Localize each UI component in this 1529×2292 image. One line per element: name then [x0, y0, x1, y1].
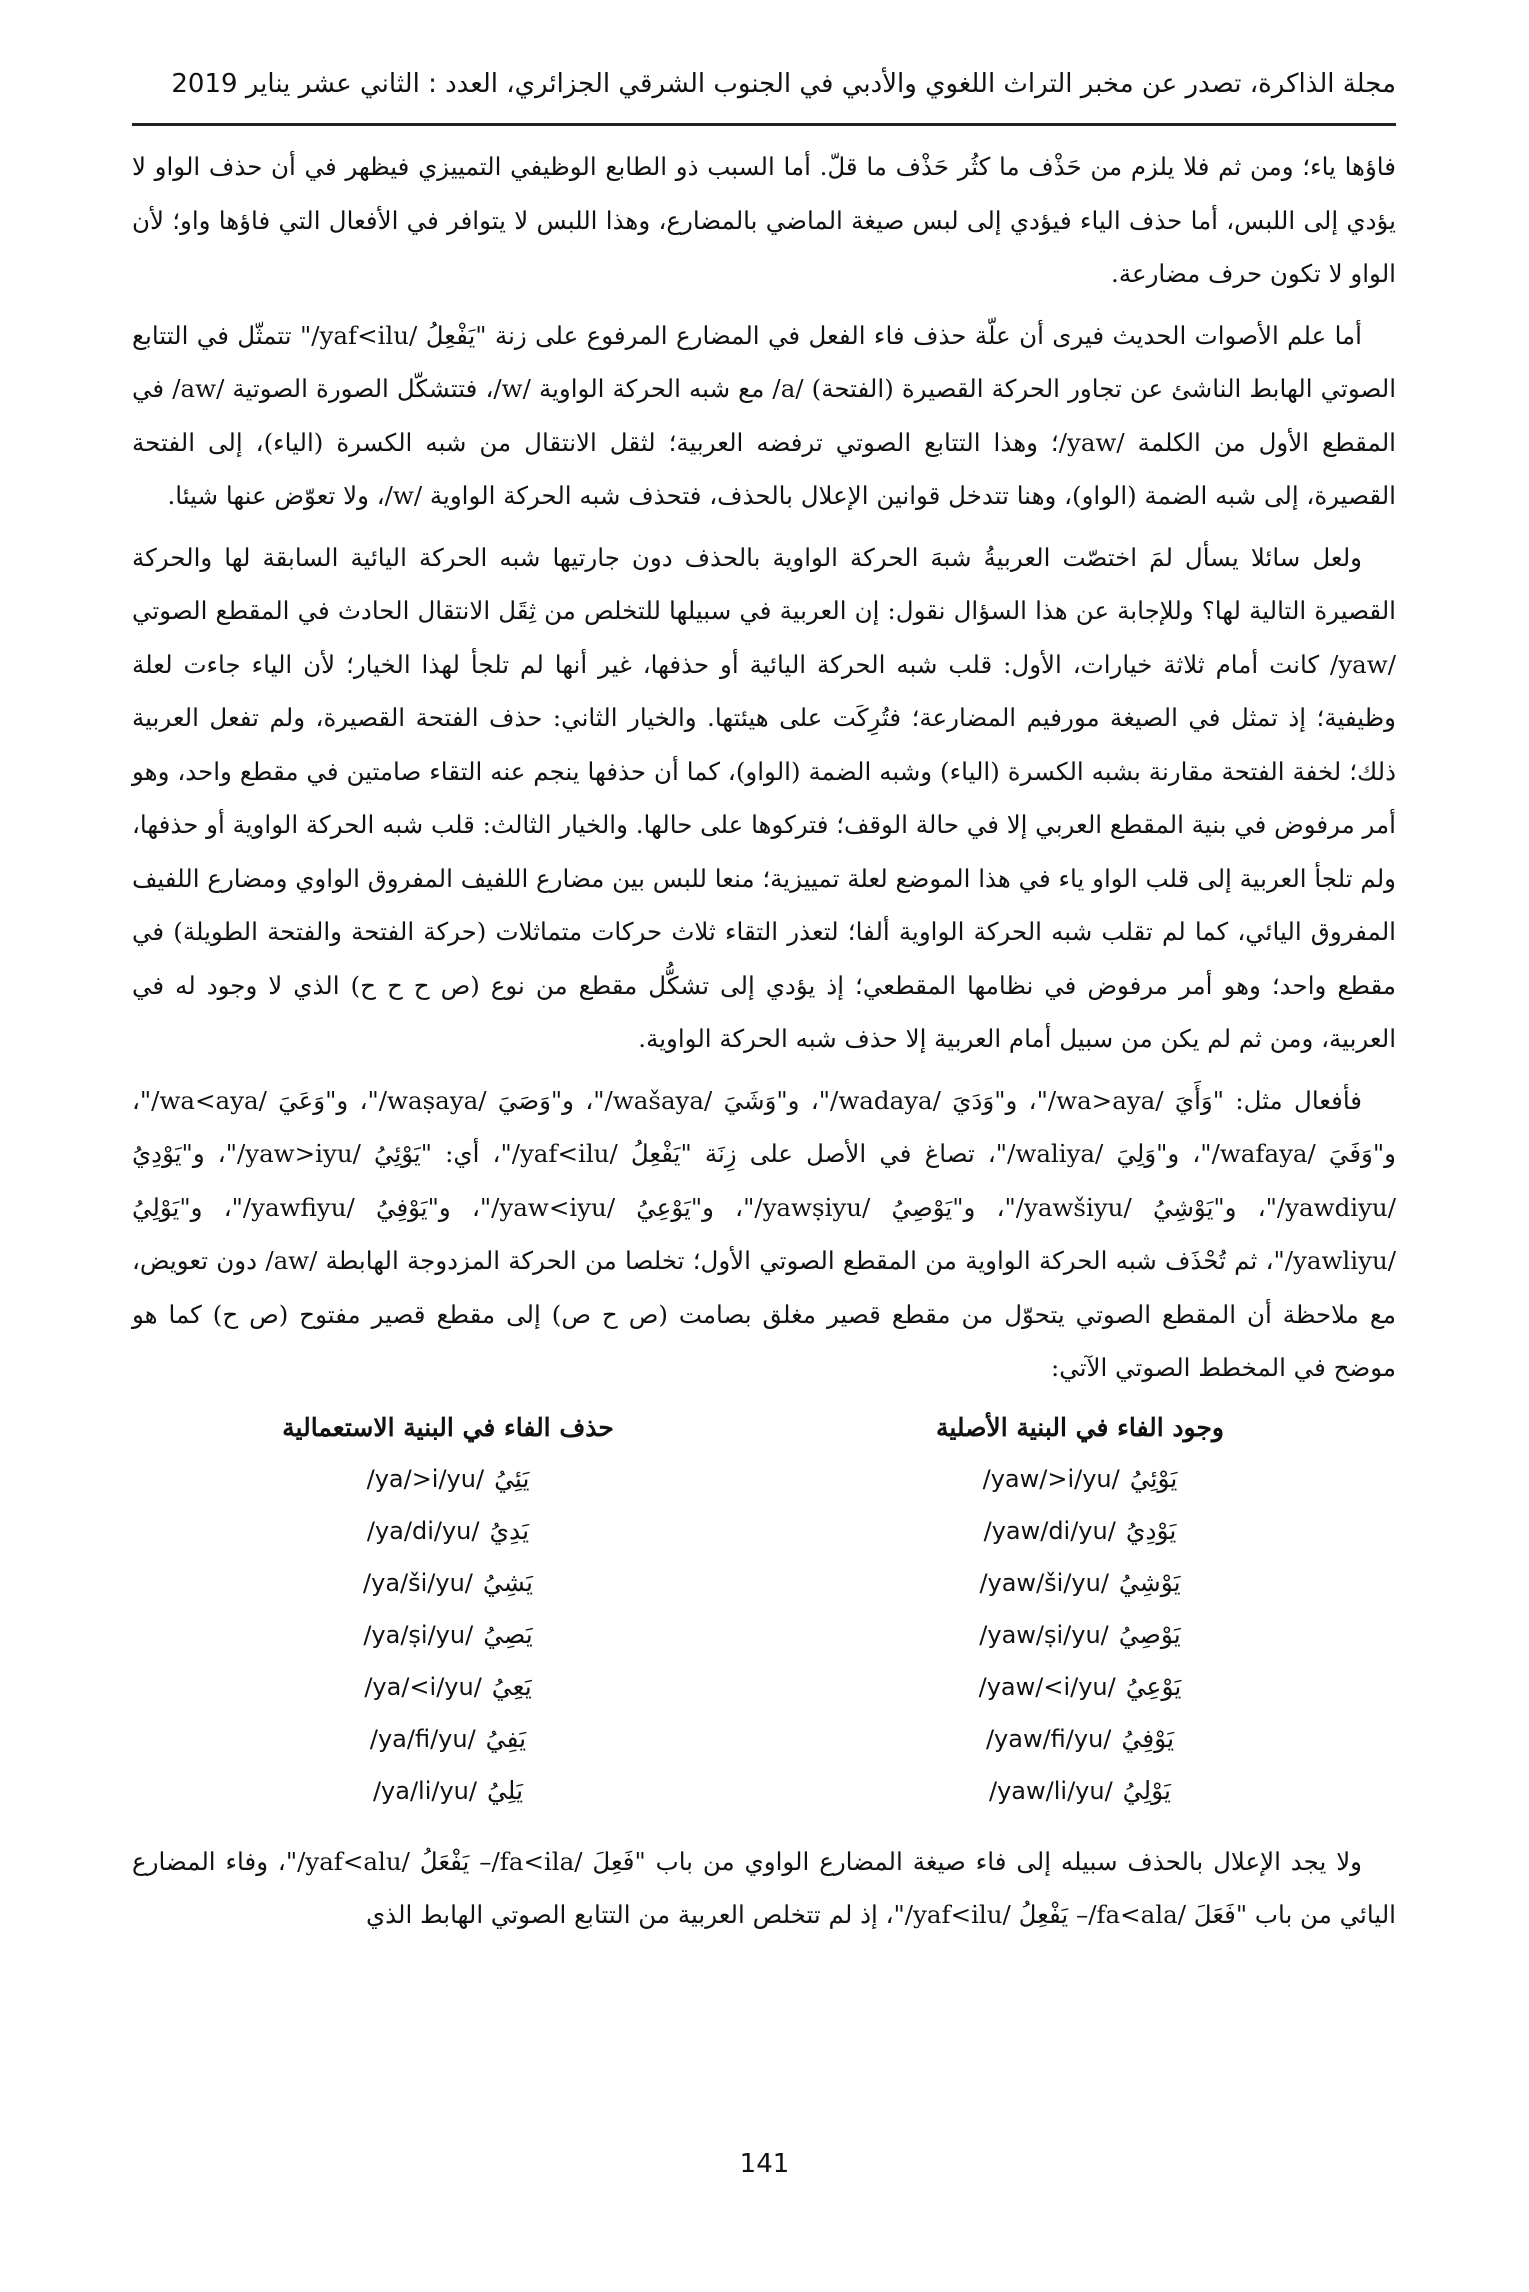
transliteration: /yaw/ṣi/yu/ [979, 1620, 1109, 1649]
transliteration: /ya/ši/yu/ [363, 1568, 473, 1597]
table-cell-original [764, 1505, 1396, 1557]
table-cell-original [764, 1661, 1396, 1713]
paragraph: ولا يجد الإعلال بالحذف سبيله إلى فاء صيغة المضارع الواوي من باب "فَعِلَ /fa<ila/– يَفْعَلُ /yaf<alu/"، وفاء المضارع اليائي من باب "فَعَلَ /fa<ala/– يَفْعِلُ /yaf<ilu/"، إذ لم تتخلص العربية من التتابع الصوتي الهابط الذي [132, 1846, 1396, 1929]
arabic-form: يَوْفِيُ [1121, 1723, 1175, 1753]
transliteration: /yaw/>i/yu/ [982, 1464, 1120, 1493]
table-row [132, 1609, 1396, 1661]
arabic-form: يَلِيُ [486, 1775, 524, 1805]
arabic-form: يَوْعِيُ [1125, 1671, 1182, 1701]
journal-header: مجلة الذاكرة، تصدر عن مخبر التراث اللغوي والأدبي في الجنوب الشرقي الجزائري، العدد : الثاني عشر يناير 2019 [171, 69, 1396, 99]
arabic-form: يَوْصِيُ [1118, 1619, 1181, 1649]
transliteration: /ya/<i/yu/ [364, 1672, 482, 1701]
arabic-form: يَوْدِيُ [1125, 1515, 1177, 1545]
table-cell-used [132, 1609, 764, 1661]
transliteration: /yaw/ši/yu/ [979, 1568, 1109, 1597]
paragraph: فاؤها ياء؛ ومن ثم فلا يلزم من حَذْف ما كثُر حَذْف ما قلّ. أما السبب ذو الطابع الوظيفي التمييزي فيظهر في أن حذف الواو لا يؤدي إلى اللبس، أما حذف الياء فيؤدي إلى لبس صيغة الماضي بالمضارع، وهذا اللبس لا يتوافر في الأفعال التي فاؤها واو؛ لأن الواو لا تكون حرف مضارعة. [132, 152, 1396, 288]
table-row [132, 1661, 1396, 1713]
arabic-form: يَشِيُ [482, 1567, 533, 1597]
transliteration: /ya/>i/yu/ [366, 1464, 485, 1493]
transliteration: /yaw/fi/yu/ [985, 1724, 1112, 1753]
phonetic-table [132, 1403, 1396, 1817]
column-header-original: وجود الفاء في البنية الأصلية [935, 1412, 1224, 1442]
arabic-form: يَوْشِيُ [1118, 1567, 1181, 1597]
arabic-form: يَدِيُ [489, 1515, 530, 1545]
article-body [132, 140, 1396, 1950]
arabic-form: يَصِيُ [483, 1619, 533, 1649]
table-cell-used [132, 1713, 764, 1765]
column-header-used: حذف الفاء في البنية الاستعمالية [282, 1412, 614, 1442]
transliteration: /ya/li/yu/ [372, 1776, 477, 1805]
table-cell-original [764, 1609, 1396, 1661]
table-cell-original [764, 1453, 1396, 1505]
table-cell-used [132, 1557, 764, 1609]
transliteration: /yaw/li/yu/ [989, 1776, 1113, 1805]
table-cell-used [132, 1453, 764, 1505]
table-row [132, 1453, 1396, 1505]
table-row [132, 1713, 1396, 1765]
table-row [132, 1557, 1396, 1609]
page-number: 141 [739, 2149, 790, 2179]
transliteration: /ya/ṣi/yu/ [363, 1620, 474, 1649]
transliteration: /ya/fi/yu/ [369, 1724, 476, 1753]
table-header [132, 1403, 1396, 1453]
transliteration: /yaw/di/yu/ [983, 1516, 1116, 1545]
table-row [132, 1765, 1396, 1817]
table-cell-original [764, 1765, 1396, 1817]
arabic-form: يَوْلِيُ [1122, 1775, 1171, 1805]
paragraph: فأفعال مثل: "وَأَيَ /wa>aya/"، و"وَدَيَ /wadaya/"، و"وَشَيَ /wašaya/"، و"وَصَيَ /waṣaya/"، و"وَعَيَ /wa<aya/"، و"وَفَيَ /wafaya/"، و"وَلِيَ /waliya/"، تصاغ في الأصل على زِنَة "يَفْعِلُ /yaf<ilu/"، أي: "يَوْئِيُ /yaw>iyu/"، و"يَوْدِيُ /yawdiyu/"، و"يَوْشِيُ /yawšiyu/"، و"يَوْصِيُ /yawṣiyu/"، و"يَوْعِيُ /yaw<iyu/"، و"يَوْفِيُ /yawfiyu/"، و"يَوْلِيُ /yawliyu/"، ثم تُحْذَف شبه الحركة الواوية من المقطع الصوتي الأول؛ تخلصا من الحركة المزدوجة الهابطة /aw/ دون تعويض، مع ملاحظة أن المقطع الصوتي يتحوّل من مقطع قصير مغلق بصامت (ص ح ص) إلى مقطع قصير مفتوح (ص ح) كما هو موضح في المخطط الصوتي الآتي: [132, 1085, 1396, 1382]
transliteration: /ya/di/yu/ [366, 1516, 480, 1545]
arabic-form: يَعِيُ [491, 1671, 532, 1701]
header-divider [132, 123, 1396, 126]
table-cell-used [132, 1765, 764, 1817]
table-cell-used [132, 1505, 764, 1557]
table-cell-original [764, 1713, 1396, 1765]
transliteration: /yaw/<i/yu/ [978, 1672, 1116, 1701]
paragraph: ولعل سائلا يسأل لمَ اختصّت العربيةُ شبهَ الحركة الواوية بالحذف دون جارتيها شبه الحركة اليائية السابقة لها والحركة القصيرة التالية لها؟ وللإجابة عن هذا السؤال نقول: إن العربية في سبيلها للتخلص من ثِقَل الانتقال الحادث في المقطع الصوتي /yaw/ كانت أمام ثلاثة خيارات، الأول: قلب شبه الحركة اليائية أو حذفها، غير أنها لم تلجأ لهذا الخيار؛ لأن الياء جاءت لعلة وظيفية؛ إذ تمثل في الصيغة مورفيم المضارعة؛ فتُرِكَت على هيئتها. والخيار الثاني: حذف الفتحة القصيرة، ولم تفعل العربية ذلك؛ لخفة الفتحة مقارنة بشبه الكسرة (الياء) وشبه الضمة (الواو)، كما أن حذفها ينجم عنه التقاء صامتين في مقطع واحد، وهو أمر مرفوض في بنية المقطع العربي إلا في حالة الوقف؛ فتركوها على حالها. والخيار الثالث: قلب شبه الحركة الواوية أو حذفها، ولم تلجأ العربية إلى قلب الواو ياء في هذا الموضع لعلة تمييزية؛ منعا للبس بين مضارع اللفيف المفروق الواوي ومضارع اللفيف المفروق اليائي، كما لم تقلب شبه الحركة الواوية ألفا؛ لتعذر التقاء ثلاث حركات متماثلات (حركة الفتحة والفتحة الطويلة) في مقطع واحد؛ وهو أمر مرفوض في نظامها المقطعي؛ إذ يؤدي إلى تشكُّل مقطع من نوع (ص ح ح ح) الذي لا وجود له في العربية، ومن ثم لم يكن من سبيل أمام العربية إلا حذف شبه الحركة الواوية. [132, 542, 1396, 1053]
arabic-form: يَئِيُ [494, 1463, 530, 1493]
paragraph: أما علم الأصوات الحديث فيرى أن علّة حذف فاء الفعل في المضارع المرفوع على زنة "يَفْعِلُ /yaf<ilu/" تتمثّل في التتابع الصوتي الهابط الناشئ عن تجاور الحركة القصيرة (الفتحة) /a/ مع شبه الحركة الواوية /w/، فتتشكّل الصورة الصوتية /aw/ في المقطع الأول من الكلمة /yaw/؛ وهذا التتابع الصوتي ترفضه العربية؛ لثقل الانتقال من شبه الكسرة (الياء)، إلى الفتحة القصيرة، إلى شبه الضمة (الواو)، وهنا تتدخل قوانين الإعلال بالحذف، فتحذف شبه الحركة الواوية /w/، ولا تعوّض عنها شيئا. [132, 320, 1397, 510]
table-row [132, 1505, 1396, 1557]
table-cell-original [764, 1557, 1396, 1609]
arabic-form: يَفِيُ [485, 1723, 527, 1753]
table-cell-used [132, 1661, 764, 1713]
arabic-form: يَوْئِيُ [1129, 1463, 1178, 1493]
